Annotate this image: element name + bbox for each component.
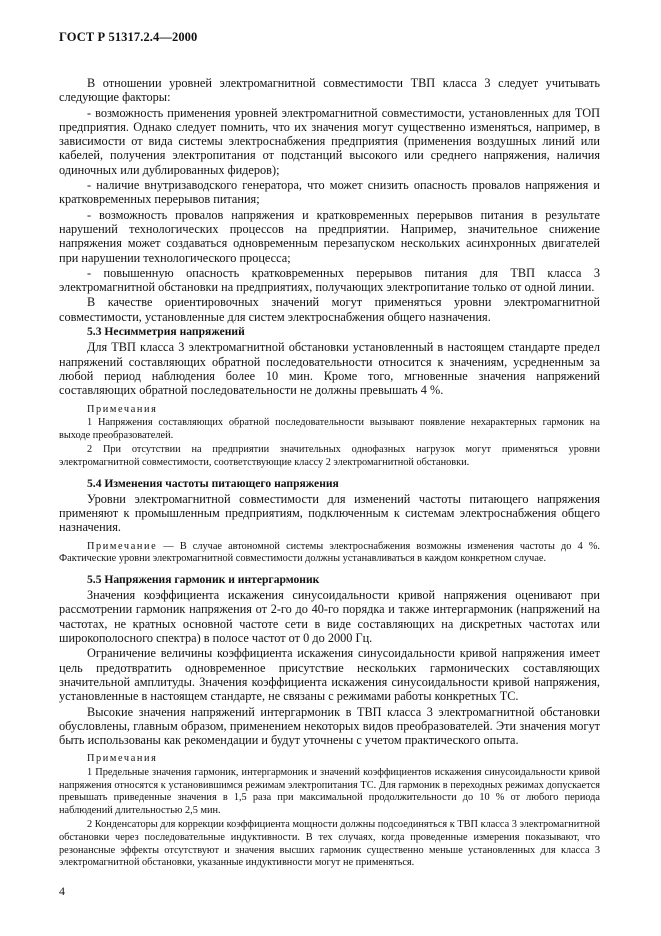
body-paragraph: Для ТВП класса 3 электромагнитной обстановки установленный в настоящем стандарте предел напряжений составляющих обратной последовательности относится к значениям, усредненным за любой период наблюдения более 10 мин. Кроме того, мгновенные значения напряжений составляющих обратной последовательности не должны превышать 4 %. bbox=[59, 340, 600, 398]
list-item: - возможность применения уровней электромагнитной совместимости, установленных для ТОП предприятия. Однако следует помнить, что их значения могут существенно изменяться, например, в зависимости от вида системы электроснабжения предприятия (применения воздушных линий или кабелей, получения электропитания от подстанций высокого или среднего напряжения, наличия одиночных или дублированных фидеров); bbox=[59, 105, 600, 177]
section-heading: 5.4 Изменения частоты питающего напряжения bbox=[87, 476, 339, 490]
body-paragraph: Ограничение величины коэффициента искажения синусоидальности кривой напряжения имеет цель предотвратить одновременное присутствие нескольких гармонических составляющих значительной амплитуды. Значения коэффициента искажения синусоидальности кривой напряжения, установленные в настоящем стандарте, не связаны с режимами работы конкретных ТС. bbox=[59, 646, 600, 704]
note-item: 2 При отсутствии на предприятии значительных однофазных нагрузок могут применяться уровни электромагнитной совместимости, соответствующие классу 2 электромагнитной обстановки. bbox=[59, 444, 600, 468]
section-heading: 5.5 Напряжения гармоник и интергармоник bbox=[87, 572, 320, 586]
note-label: Примечание bbox=[87, 540, 158, 552]
body-paragraph: Значения коэффициента искажения синусоидальности кривой напряжения оценивают при рассмотрении гармоник напряжения от 2-го до 40-го порядка и также интергармоник (напряжений на частотах, не кратных основной частоте сети в виде составляющих на дискретных частотах или широкополосного спектра) в полосе частот от 0 до 2000 Гц. bbox=[59, 588, 600, 646]
body-paragraph: В качестве ориентировочных значений могут применяться уровни электромагнитной совместимости, установленные для систем электроснабжения общего назначения. bbox=[59, 295, 600, 324]
notes-title: Примечания bbox=[87, 753, 158, 765]
section-5-4 bbox=[59, 477, 600, 566]
section-heading: 5.3 Несимметрия напряжений bbox=[87, 325, 245, 339]
note-item: 2 Конденсаторы для коррекции коэффициента мощности должны подсоединяться к ТВП класса 3 электромагнитной обстановки через последовательные индуктивности. В тех случаях, когда проведенные измерения показывают, что резонансные эффекты отсутствуют и значения высших гармоник существенно меньше установленных для класса 3 электромагнитной обстановки, указанные индуктивности могут не применяться. bbox=[59, 819, 600, 869]
page-number: 4 bbox=[59, 884, 65, 898]
body-paragraph: В отношении уровней электромагнитной совместимости ТВП класса 3 следует учитывать следующие факторы: bbox=[59, 76, 600, 105]
document-header: ГОСТ Р 51317.2.4—2000 bbox=[59, 30, 198, 44]
body-paragraph: Высокие значения напряжений интергармоник в ТВП класса 3 электромагнитной обстановки обусловлены, главным образом, применением некоторых видов преобразователей. Эти значения могут быть использованы как рекомендации и будут уточнены с учетом практического опыта. bbox=[59, 704, 600, 748]
list-item: - повышенную опасность кратковременных перерывов питания для ТВП класса 3 электромагнитной обстановки на предприятиях, получающих электропитание только от одной линии. bbox=[59, 265, 600, 295]
note-item: 1 Напряжения составляющих обратной последовательности вызывают появление нехарактерных гармоник на выходе преобразователей. bbox=[59, 417, 600, 441]
section-5-3 bbox=[59, 325, 600, 469]
list-item: - возможность провалов напряжения и кратковременных перерывов питания в результате нарушений технологических процессов на предприятии. Например, значительное снижение напряжения может создаваться одновременным перезапуском нескольких асинхронных двигателей при нарушении технологического процесса; bbox=[59, 207, 600, 265]
notes-title: Примечания bbox=[87, 403, 158, 415]
body-paragraph: Уровни электромагнитной совместимости для изменений частоты питающего напряжения применяют к промышленным предприятиям, подключенным к системам электроснабжения общего назначения. bbox=[59, 491, 600, 535]
section-5-5 bbox=[59, 573, 600, 870]
list-item: - наличие внутризаводского генератора, что может снизить опасность провалов напряжения и кратковременных перерывов питания; bbox=[59, 178, 600, 207]
page-content bbox=[59, 76, 600, 872]
intro-section bbox=[59, 76, 600, 324]
note-item bbox=[59, 541, 600, 566]
note-item: 1 Предельные значения гармоник, интергармоник и значений коэффициентов искажения синусоидальности кривой напряжения относятся к установившимся режимам электропитания ТС. Для гармоник в переходных режимах допускается превышать приведенные значения в 1,5 раза при максимальной продолжительности до 10 % от любого периода наблюдений длительностью 2,5 мин. bbox=[59, 767, 600, 816]
note-text: — В случае автономной системы электроснабжения возможны изменения частоты до 4 %. Фактические уровни электромагнитной совместимости должны устанавливаться в каждом конкретном случае. bbox=[59, 540, 600, 565]
